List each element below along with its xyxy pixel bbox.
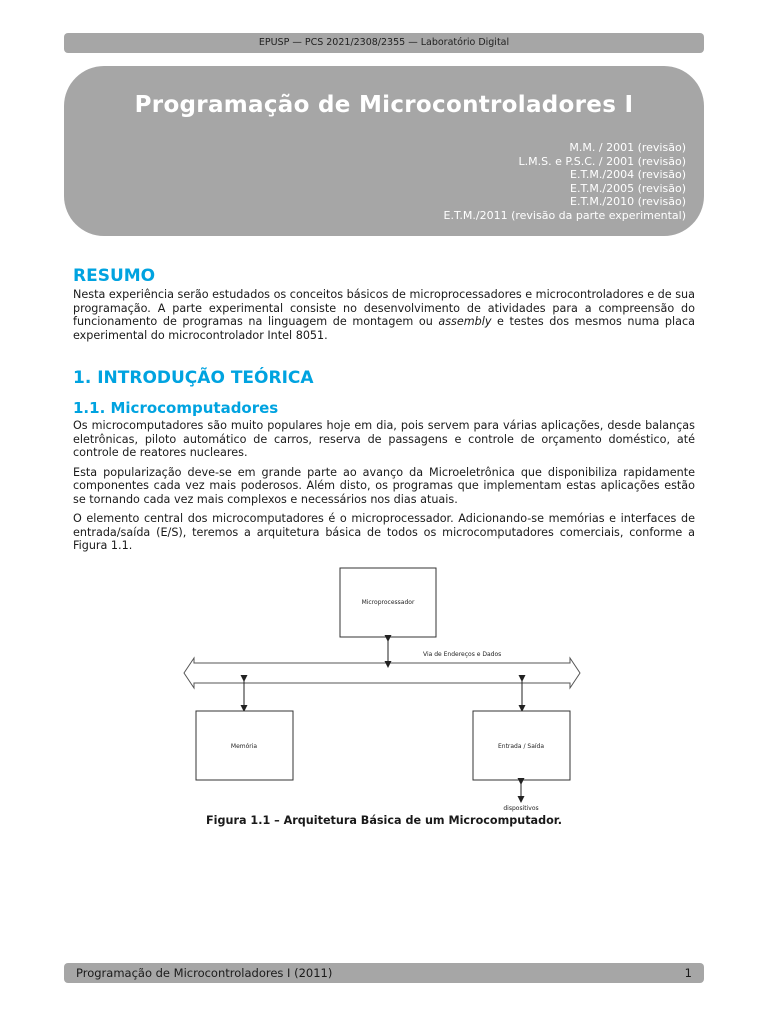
revision-line: E.T.M./2005 (revisão) [570, 181, 686, 195]
running-header [64, 33, 704, 53]
revision-list [444, 141, 686, 222]
body-paragraph: O elemento central dos microcomputadores é o microprocessador. Adicionando-se memórias e interfaces de entrada/saída (E/S), teremos a arquitetura básica de todos os microcomputadores comerciais, conforme a Figura 1.1. [73, 512, 695, 552]
figure-caption: Figura 1.1 – Arquitetura Básica de um Microcomputador. [206, 814, 562, 827]
address-data-bus-arrow [184, 658, 580, 688]
revision-line: E.T.M./2004 (revisão) [570, 168, 686, 181]
document-title: Programação de Microcontroladores I [134, 92, 634, 118]
body-paragraph: Esta popularização deve-se em grande parte ao avanço da Microeletrônica que disponibiliza rapidamente componentes cada vez mais poderosos. Além disto, os programas que implementam estas aplicações estão se tornando cada vez mais complexos e necessários nos dias atuais. [73, 465, 695, 506]
page-number: 1 [684, 966, 692, 980]
memory-label: Memória [230, 743, 258, 750]
bus-label: Via de Endereços e Dados [423, 651, 502, 658]
running-footer [64, 963, 704, 983]
title-box [64, 66, 704, 236]
resumo-paragraph [73, 288, 695, 342]
revision-line: E.T.M./2010 (revisão) [570, 195, 686, 208]
section-heading: 1. INTRODUÇÃO TEÓRICA [73, 368, 314, 388]
resumo-text-after: e testes dos mesmos numa placa experimental do microcontrolador Intel 8051. [73, 315, 695, 342]
body-paragraph: Os microcomputadores são muito populares hoje em dia, pois servem para várias aplicações, desde balanças eletrônicas, piloto automático de carros, reserva de passagens e controle de orçamento doméstico, até controle de reatores nucleares. [73, 419, 695, 459]
resumo-text-italic: assembly [438, 315, 492, 328]
revision-line: M.M. / 2001 (revisão) [569, 141, 686, 154]
revision-line: E.T.M./2011 (revisão da parte experimental) [443, 208, 686, 222]
subsection-heading: 1.1. Microcomputadores [73, 399, 279, 417]
revision-line: L.M.S. e P.S.C. / 2001 (revisão) [518, 154, 686, 168]
architecture-diagram [176, 566, 592, 816]
devices-label: dispositivos [503, 805, 539, 812]
microprocessor-label: Microprocessador [361, 599, 415, 606]
running-header-text: EPUSP — PCS 2021/2308/2355 — Laboratório Digital [258, 37, 510, 48]
resumo-heading: RESUMO [73, 266, 156, 286]
resumo-text-before: Nesta experiência serão estudados os conceitos básicos de microprocessadores e microcontroladores e de sua programação. A parte experimental consiste no desenvolvimento de atividades para a compreensão do funcionamento de programas na linguagem de montagem ou [73, 288, 695, 328]
footer-title: Programação de Microcontroladores I (2011) [76, 966, 333, 980]
io-label: Entrada / Saída [497, 743, 545, 750]
main-content [73, 266, 695, 553]
